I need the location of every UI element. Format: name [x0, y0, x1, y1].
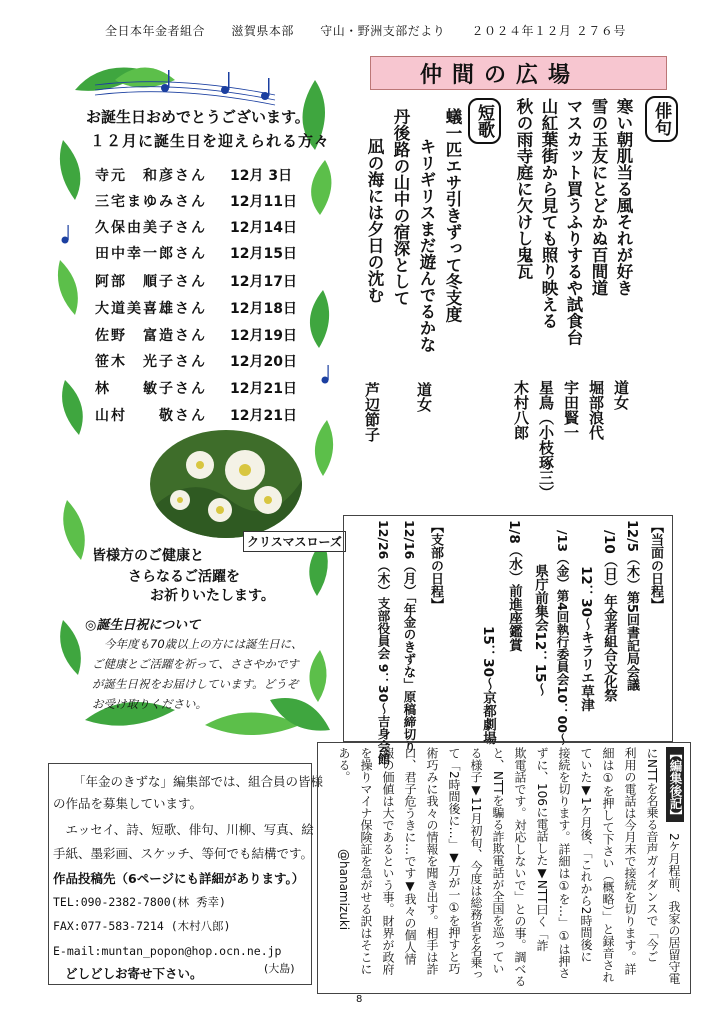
birthday-name: 久保由美子さん: [95, 220, 207, 236]
page-header: [105, 22, 648, 39]
editor-line: と、NTTを騙る詐欺電話が全国を巡ってい: [491, 747, 505, 975]
tanka-line: キリギリスまだ遊んでるかな: [417, 138, 436, 353]
editor-line: ずに、106に電話した▼NTT曰く「詐: [535, 747, 549, 952]
haiku-poem: マスカット買うふりするや試食台: [564, 98, 583, 346]
header-branch: 滋賀県本部: [231, 24, 294, 38]
editor-line: ていた▼1ケ月後、「これから2時間後に: [579, 747, 593, 963]
schedule-item: 12：30～キラリエ草津: [578, 566, 594, 712]
editor-line: る様子▼11月初旬、今度は総務省を名乗っ: [469, 747, 483, 981]
recruit-line: 「年金のきずな」編集部では、組合員の皆様: [73, 774, 324, 789]
wish-line: お祈りいたします。: [150, 588, 275, 604]
birthday-date: 12月18日: [230, 301, 297, 317]
haiku-poem: 雪の玉友にとどかぬ百間道: [589, 98, 608, 296]
editor-line: 欺電話です。対応しないで」との事。調べる: [513, 747, 527, 987]
birthday-row: [95, 378, 297, 398]
birthday-row: [95, 165, 292, 185]
haiku-tag: 俳句: [645, 96, 678, 142]
haiku-poem: 寒い朝肌当る風それが好き: [614, 98, 633, 296]
birthday-name: 笹木 光子さん: [95, 354, 207, 370]
haiku-author: 堀部浪代: [587, 380, 605, 440]
header-org: 全日本年金者組合: [105, 24, 206, 38]
recruit-contact-heading: 作品投稿先（6ページにも詳細があります。）: [53, 871, 305, 886]
recruit-line: 手紙、墨彩画、スケッチ、等何でも結構です。: [53, 846, 314, 861]
submission-call-box: [48, 763, 324, 985]
schedule-item: 県庁前集会12：15～: [532, 564, 548, 697]
birthday-name: 大道美喜雄さん: [95, 301, 207, 317]
birthday-greeting: お誕生日おめでとうございます。: [86, 108, 310, 126]
haiku-poem: 山紅葉街から見ても照り映える: [539, 98, 558, 329]
recruit-email[interactable]: E-mail:muntan_popon@hop.ocn.ne.jp: [53, 944, 282, 958]
birthday-subtitle: １２月に誕生日を迎えられる方々: [90, 132, 331, 150]
birthday-date: 12月20日: [230, 354, 297, 370]
tanka-line: 蟻一匹エサ引きずって冬支度: [443, 108, 462, 323]
editor-note-heading: 【編集後記】: [668, 747, 683, 822]
haiku-poem: 秋の雨寺庭に欠けし鬼瓦: [514, 98, 533, 280]
section-title: 仲間の広場: [420, 63, 581, 88]
recruit-line: の作品を募集しています。: [53, 796, 203, 811]
editor-line: にNTTを名乗る音声ガイダンスで「今ご: [645, 747, 659, 963]
haiku-author: 星鳥（小枝琢三）: [537, 380, 555, 500]
note-line: お受け取りください。: [92, 697, 207, 711]
note-line: が誕生日祝をお届けしています。どうぞ: [92, 677, 299, 691]
birthday-date: 12月19日: [230, 328, 297, 344]
editor-line: 2ケ月程前、我家の居留守電: [667, 833, 681, 985]
birthday-date: 12月11日: [230, 194, 297, 210]
birthday-name: 佐野 富造さん: [95, 328, 207, 344]
editor-line: 接続を切ります。詳細は①を…」①は押さ: [557, 747, 571, 979]
tanka-author: 芦辺節子: [363, 382, 381, 442]
header-issue: ２０２４年１２月 ２７６号: [471, 24, 626, 38]
branch-schedule-item: 12/16（月）「年金のきずな」原稿締切り: [402, 520, 417, 754]
birthday-name: 阿部 順子さん: [95, 274, 207, 290]
schedule-item: 12/5（木）第5回書記局会議: [624, 520, 639, 691]
haiku-author: 木村八郎: [512, 380, 530, 440]
schedule-box: [343, 515, 673, 765]
schedule-item: 1/8（水）前進座鑑賞: [506, 520, 522, 652]
branch-schedule-item: 12/26（木）支部役員会 9：30～吉身会館: [376, 520, 391, 765]
birthday-date: 12月17日: [230, 274, 297, 290]
birthday-row: [95, 271, 297, 291]
flower-caption: クリスマスローズ: [243, 531, 346, 552]
note-line: 今年度も70歳以上の方には誕生日に、: [104, 637, 303, 651]
birthday-date: 12月14日: [230, 220, 297, 236]
birthday-name: 林 敏子さん: [95, 381, 207, 397]
recruit-closing: どしどしお寄せ下さい。: [65, 966, 203, 981]
birthday-row: [95, 217, 297, 237]
birthday-row: [95, 325, 297, 345]
recruit-fax: FAX:077-583-7214 (木村八郎): [53, 919, 231, 933]
branch-schedule-heading: 【支部の日程】: [428, 520, 443, 611]
note-line: ご健康とご活躍を祈って、ささやかです: [92, 657, 299, 671]
recruit-signature: (大島): [264, 962, 295, 975]
editor-line: ある。 @hanamizuki: [337, 747, 351, 931]
recruit-line: エッセイ、詩、短歌、俳句、川柳、写真、絵: [53, 822, 314, 837]
birthday-row: [95, 243, 297, 263]
birthday-row: [95, 191, 297, 211]
editor-line: 口、君子危うきに…です▼我々の個人情: [403, 747, 417, 965]
editor-line: 報の価値は大であるという事。財界が政府: [381, 747, 395, 975]
recruit-tel: TEL:090-2382-7800(林 秀幸): [53, 895, 226, 909]
editor-line: を操りマイナ保険証を急がせる訳はそこに: [359, 747, 373, 975]
tanka-line: 凪の海には夕日の沈む: [365, 138, 384, 303]
editor-line: 術巧みに我々の情報を聞き出す。相手は詐: [425, 747, 439, 975]
christmas-rose-photo: [150, 430, 302, 538]
wish-line: 皆様方のご健康と: [92, 548, 204, 564]
birthday-row: [95, 405, 297, 425]
haiku-author: 宇田賢一: [562, 380, 580, 440]
birthday-name: 田中幸一郎さん: [95, 246, 207, 262]
editor-line: て「2時間後に…」▼万が一①を押すと巧: [447, 747, 461, 975]
birthday-row: [95, 298, 297, 318]
birthday-date: 12月15日: [230, 246, 297, 262]
header-newsletter: 守山・野洲支部だより: [320, 24, 446, 38]
birthday-row: [95, 351, 297, 371]
editor-line: 利用の電話は今月末で接続を切ります。詳: [623, 747, 637, 975]
schedule-item: /10（日）年金者組合文化祭: [601, 530, 617, 703]
birthday-name: 寺元 和彦さん: [95, 168, 207, 184]
schedule-item: 15：30～京都劇場: [480, 626, 496, 745]
birthday-gift-heading: ◎誕生日祝について: [85, 618, 201, 633]
tanka-line: 丹後路の山中の宿深として: [391, 108, 410, 306]
editor-note-box: [317, 742, 691, 994]
birthday-name: 三宅まゆみさん: [95, 194, 207, 210]
birthday-date: 12月21日: [230, 381, 297, 397]
page-number: 8: [356, 994, 363, 1005]
editor-line: 細は①を押して下さい（概略）」と録音され: [601, 747, 615, 983]
schedule-heading: 【当面の日程】: [648, 520, 663, 611]
schedule-item: /13（金）第4回執行委員会10：00～: [555, 530, 570, 746]
wish-line: さらなるご活躍を: [128, 569, 240, 585]
tanka-author: 道女: [415, 382, 433, 412]
birthday-date: 12月 3日: [230, 168, 293, 184]
haiku-author: 道女: [612, 380, 630, 410]
birthday-name: 山村 敬さん: [95, 408, 207, 424]
tanka-tag: 短歌: [468, 98, 501, 144]
birthday-gift-note: [92, 634, 317, 714]
birthday-date: 12月21日: [230, 408, 297, 424]
